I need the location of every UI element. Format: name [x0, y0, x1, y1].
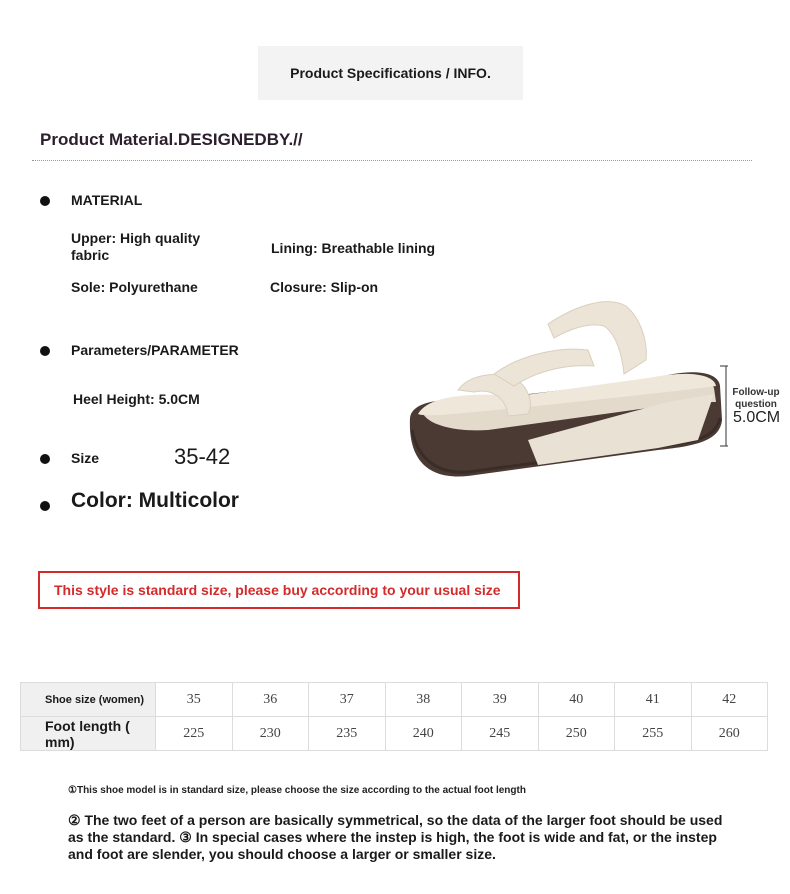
bullet-icon: [40, 501, 50, 511]
table-cell: 235: [309, 717, 386, 751]
material-closure: Closure: Slip-on: [270, 279, 379, 295]
table-cell: 39: [462, 683, 539, 717]
bullet-icon: [40, 196, 50, 206]
table-cell: 38: [385, 683, 462, 717]
material-upper: Upper: High quality fabric: [71, 230, 201, 263]
material-lining: Lining: Breathable lining: [271, 240, 436, 256]
material-sole: Sole: Polyurethane: [71, 279, 198, 295]
bullet-icon: [40, 346, 50, 356]
size-table: [20, 682, 768, 751]
table-cell: 245: [462, 717, 539, 751]
size-notice-text: This style is standard size, please buy according to your usual size: [54, 582, 501, 598]
parameters-label: Parameters/PARAMETER: [71, 342, 239, 358]
table-row: [21, 717, 768, 751]
heel-height-text: Heel Height: 5.0CM: [73, 391, 200, 407]
bullet-icon: [40, 454, 50, 464]
material-label: MATERIAL: [71, 192, 143, 208]
table-row: [21, 683, 768, 717]
table-cell: 230: [232, 717, 309, 751]
table-cell: 255: [615, 717, 692, 751]
spec-banner-title: Product Specifications / INFO.: [290, 65, 491, 81]
table-cell: 35: [156, 683, 233, 717]
sandal-image: [398, 290, 728, 490]
section-title: Product Material.DESIGNEDBY.//: [40, 130, 303, 149]
table-cell: 240: [385, 717, 462, 751]
table-cell: 40: [538, 683, 615, 717]
size-note-1: ①This shoe model is in standard size, please choose the size according to the actual foot length: [68, 785, 526, 796]
heel-measure-value: 5.0CM: [733, 409, 781, 426]
table-cell: 41: [615, 683, 692, 717]
table-cell: 36: [232, 683, 309, 717]
size-value: 35-42: [174, 444, 231, 469]
table-row-header: Foot length ( mm): [21, 717, 156, 751]
table-cell: 250: [538, 717, 615, 751]
color-label: Color: Multicolor: [71, 489, 239, 512]
heel-caption: Follow-up question: [732, 387, 780, 410]
table-cell: 260: [691, 717, 768, 751]
size-notice: [38, 571, 520, 609]
size-label: Size: [71, 450, 100, 466]
table-cell: 42: [691, 683, 768, 717]
table-cell: 225: [156, 717, 233, 751]
spec-banner: [258, 46, 523, 100]
dotted-divider: [32, 160, 752, 161]
size-note-2: ② The two feet of a person are basically symmetrical, so the data of the larger foot should be used as the standard. ③ In special cases where the instep is high, the foot is wide and fat, or the instep and foot are slender, you should choose a larger or smaller size.: [68, 812, 723, 862]
table-row-header: Shoe size (women): [21, 683, 156, 717]
table-cell: 37: [309, 683, 386, 717]
